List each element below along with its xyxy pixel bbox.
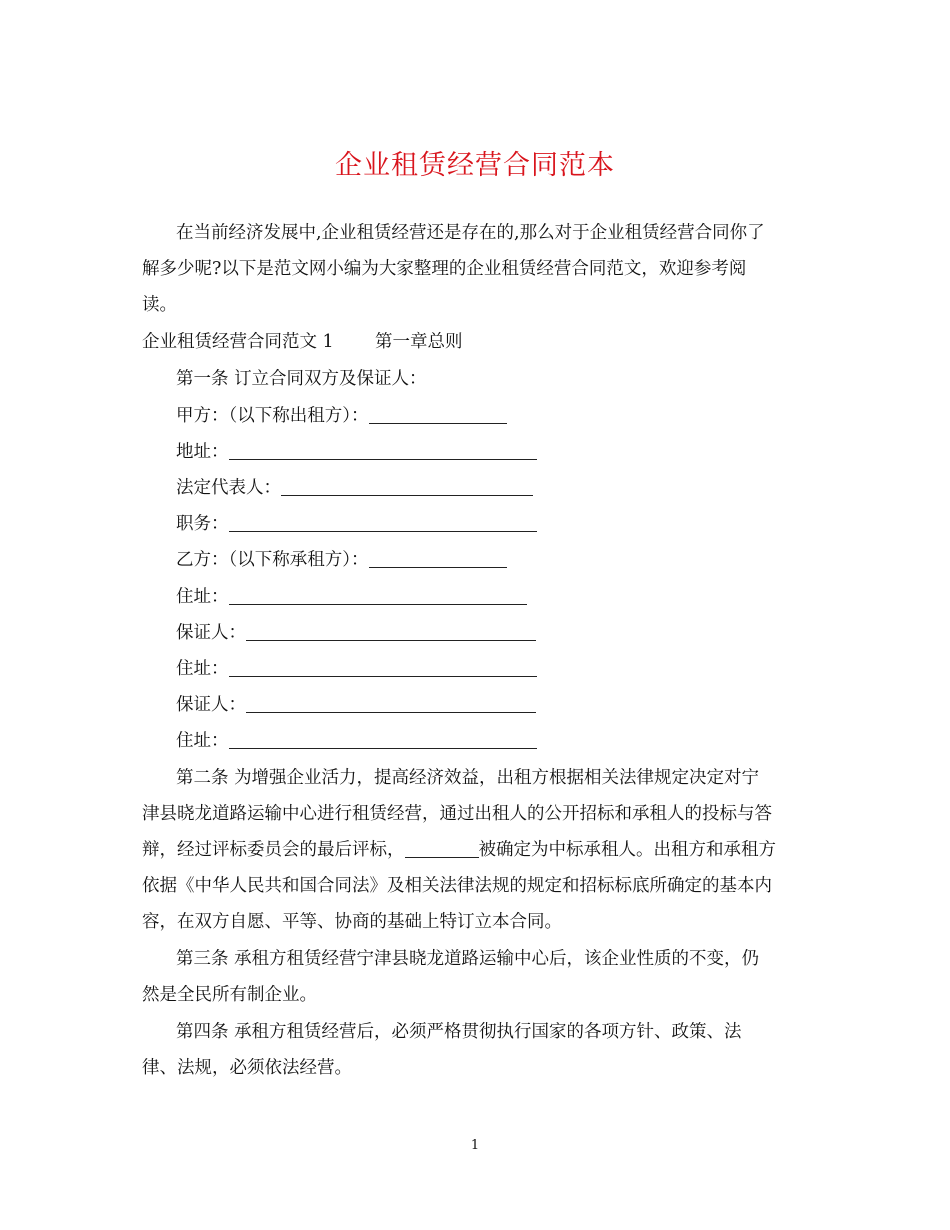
field-guarantor-2 — [176, 694, 536, 716]
article-1-title: 第一条 订立合同双方及保证人： — [176, 369, 427, 389]
intro-line-2: 解多少呢?以下是范文网小编为大家整理的企业租赁经营合同范文，欢迎参考阅 — [142, 259, 747, 279]
article-2-line-3-start: 辩，经过评标委员会的最后评标， — [142, 840, 405, 860]
field-guarantor-2-address — [176, 730, 537, 752]
article-3-line-2: 然是全民所有制企业。 — [142, 985, 317, 1005]
blank-line — [229, 732, 537, 749]
field-guarantor-1 — [176, 622, 536, 644]
article-3-line-1: 第三条 承租方租赁经营宁津县晓龙道路运输中心后，该企业性质的不变，仍 — [176, 949, 760, 969]
field-label: 保证人： — [176, 695, 246, 715]
field-lessee — [176, 549, 507, 571]
article-2-line-3-end: 被确定为中标承租人。出租方和承租方 — [478, 840, 776, 860]
field-label: 地址： — [176, 442, 229, 462]
article-4-line-1: 第四条 承租方租赁经营后，必须严格贯彻执行国家的各项方针、政策、法 — [176, 1022, 742, 1042]
blank-line — [229, 443, 537, 460]
chapter-heading: 第一章总则 — [375, 332, 463, 352]
field-label: 职务： — [176, 514, 229, 534]
article-4-line-2: 律、法规，必须依法经营。 — [142, 1058, 352, 1078]
page-number: 1 — [470, 1138, 480, 1153]
blank-line — [246, 624, 536, 641]
field-lessor — [176, 405, 507, 427]
blank-line — [246, 696, 536, 713]
intro-line-3: 读。 — [142, 295, 177, 315]
document-title: 企业租赁经营合同范本 — [335, 150, 615, 181]
field-label: 甲方：（以下称出租方）： — [176, 406, 369, 426]
field-lessee-address — [176, 586, 527, 608]
field-guarantor-1-address — [176, 658, 537, 680]
field-label: 保证人： — [176, 623, 246, 643]
article-2-line-2: 津县晓龙道路运输中心进行租赁经营，通过出租人的公开招标和承租人的投标与答 — [142, 804, 772, 824]
article-2-line-3 — [142, 839, 776, 861]
article-2-line-1: 第二条 为增强企业活力，提高经济效益，出租方根据相关法律规定决定对宁 — [176, 768, 760, 788]
intro-line-1: 在当前经济发展中,企业租赁经营还是存在的,那么对于企业租赁经营合同你了 — [176, 223, 765, 243]
field-label: 乙方：（以下称承租方）： — [176, 550, 369, 570]
blank-line — [229, 515, 537, 532]
field-legal-representative — [176, 477, 533, 499]
article-2-line-5: 容，在双方自愿、平等、协商的基础上特订立本合同。 — [142, 912, 562, 932]
blank-line — [229, 660, 537, 677]
field-lessor-address — [176, 441, 537, 463]
field-label: 住址： — [176, 731, 229, 751]
field-label: 住址： — [176, 659, 229, 679]
blank-line — [369, 407, 507, 424]
blank-line — [405, 841, 479, 858]
section-heading: 企业租赁经营合同范文 1 — [142, 332, 334, 352]
article-2-line-4: 依据《中华人民共和国合同法》及相关法律法规的规定和招标标底所确定的基本内 — [142, 876, 772, 896]
blank-line — [229, 588, 527, 605]
blank-line — [281, 479, 533, 496]
blank-line — [369, 551, 507, 568]
field-position — [176, 513, 537, 535]
field-label: 住址： — [176, 587, 229, 607]
field-label: 法定代表人： — [176, 478, 281, 498]
